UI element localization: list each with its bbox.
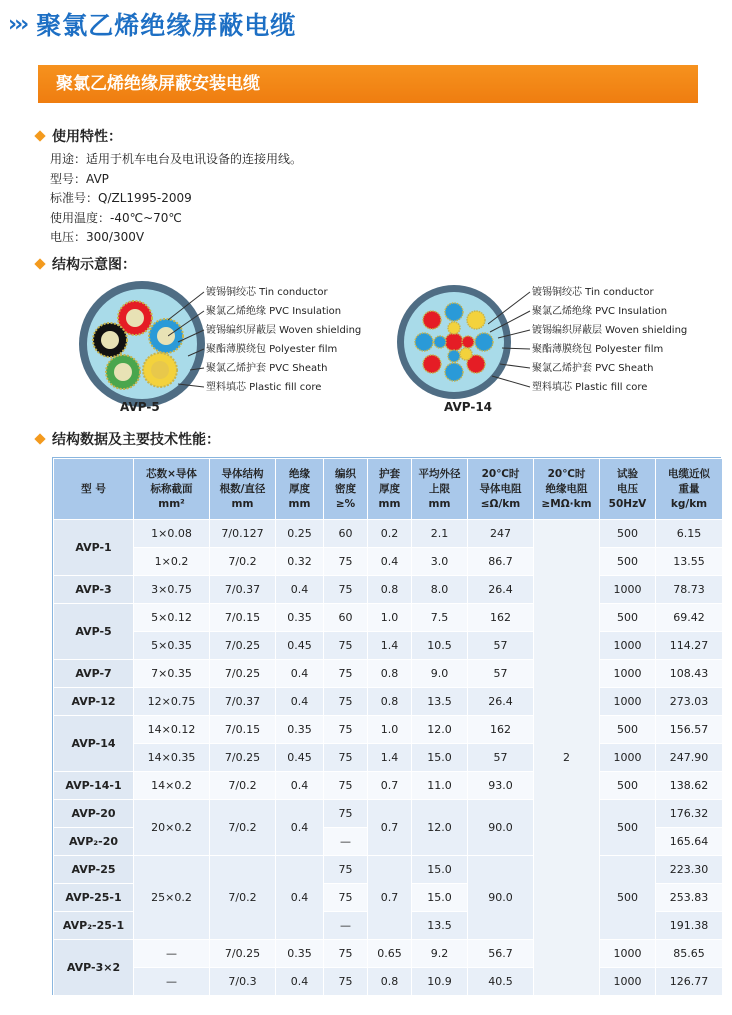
diagram-caption-avp14: AVP-14	[444, 400, 493, 414]
table-cell: 7/0.37	[210, 688, 276, 716]
label-woven-shielding: 镀锡编织屏蔽层 Woven shielding	[206, 325, 362, 336]
table-cell: 0.32	[276, 548, 324, 576]
page-title: 聚氯乙烯绝缘屏蔽电缆	[36, 11, 297, 40]
table-cell: 0.8	[368, 688, 412, 716]
section-data	[36, 429, 220, 449]
table-cell: 15.0	[412, 884, 468, 912]
chevron-arrows-icon: ›››	[8, 11, 27, 37]
column-header: 绝缘 厚度 mm	[276, 459, 324, 520]
label-plastic-fill-core: 塑料填芯 Plastic fill core	[206, 382, 322, 393]
table-cell: 75	[324, 856, 368, 884]
label-tin-conductor: 镀锡铜绞芯 Tin conductor	[206, 287, 328, 298]
table-cell: 75	[324, 884, 368, 912]
table-cell: 500	[600, 604, 656, 632]
table-cell: 10.9	[412, 968, 468, 996]
table-cell: 0.4	[276, 688, 324, 716]
table-cell: 75	[324, 548, 368, 576]
section-properties	[36, 126, 122, 146]
table-cell: 114.27	[656, 632, 723, 660]
table-cell: 0.4	[276, 968, 324, 996]
table-cell: 0.35	[276, 940, 324, 968]
model-cell: AVP-12	[54, 688, 134, 716]
table-cell: 7/0.25	[210, 660, 276, 688]
model-cell: AVP-14	[54, 716, 134, 772]
table-cell: 60	[324, 604, 368, 632]
property-temperature: 使用温度：-40℃~70℃	[50, 210, 182, 225]
label-woven-shielding: 镀锡编织屏蔽层 Woven shielding	[532, 325, 688, 336]
table-cell: 7/0.25	[210, 940, 276, 968]
table-cell: 191.38	[656, 912, 723, 940]
property-standard: 标准号：Q/ZL1995-2009	[50, 191, 192, 205]
table-cell: 12.0	[412, 800, 468, 856]
column-header: 导体结构 根数/直径 mm	[210, 459, 276, 520]
table-cell: 176.32	[656, 800, 723, 828]
model-cell: AVP-7	[54, 660, 134, 688]
table-cell: 0.45	[276, 744, 324, 772]
property-usage: 用途：适用于机车电台及电讯设备的连接用线。	[50, 152, 303, 166]
table-cell: 500	[600, 520, 656, 548]
table-cell: 14×0.35	[134, 744, 210, 772]
table-cell: 7/0.15	[210, 604, 276, 632]
table-cell: 7/0.2	[210, 800, 276, 856]
table-cell: 0.35	[276, 716, 324, 744]
table-row	[54, 716, 723, 744]
table-cell: 1000	[600, 968, 656, 996]
model-cell: AVP-5	[54, 604, 134, 660]
table-cell: 7.5	[412, 604, 468, 632]
table-cell: 500	[600, 800, 656, 856]
section-title: 使用特性：	[52, 129, 122, 145]
table-cell: 90.0	[468, 800, 534, 856]
table-cell: 7/0.37	[210, 576, 276, 604]
table-cell: 0.4	[276, 856, 324, 940]
page-header	[8, 6, 296, 42]
label-polyester-film: 聚酯薄膜绕包 Polyester film	[532, 344, 664, 355]
table-cell: 162	[468, 716, 534, 744]
table-cell: 0.8	[368, 660, 412, 688]
table-cell: —	[134, 940, 210, 968]
table-cell: 162	[468, 604, 534, 632]
table-cell: 75	[324, 800, 368, 828]
column-header: 编织 密度 ≥%	[324, 459, 368, 520]
table-cell: —	[324, 828, 368, 856]
table-cell: 500	[600, 716, 656, 744]
table-cell: 500	[600, 548, 656, 576]
table-cell: 8.0	[412, 576, 468, 604]
table-cell: 90.0	[468, 856, 534, 940]
model-cell: AVP-3×2	[54, 940, 134, 996]
table-cell: 0.45	[276, 632, 324, 660]
model-cell: AVP₂-25-1	[54, 912, 134, 940]
table-row	[54, 548, 723, 576]
table-cell: —	[134, 968, 210, 996]
model-cell: AVP₂-20	[54, 828, 134, 856]
table-cell: 223.30	[656, 856, 723, 884]
table-cell: 1.0	[368, 716, 412, 744]
table-cell: 75	[324, 744, 368, 772]
model-cell: AVP-25	[54, 856, 134, 884]
table-cell: 7/0.2	[210, 548, 276, 576]
table-cell: 7/0.25	[210, 744, 276, 772]
table-cell: 15.0	[412, 744, 468, 772]
table-cell: 13.5	[412, 688, 468, 716]
table-cell: 108.43	[656, 660, 723, 688]
property-voltage: 电压：300/300V	[50, 230, 145, 244]
column-header: 20℃时 绝缘电阻 ≥MΩ·km	[534, 459, 600, 520]
table-row	[54, 576, 723, 604]
table-cell: 6.15	[656, 520, 723, 548]
table-cell: 0.35	[276, 604, 324, 632]
table-cell: 1000	[600, 940, 656, 968]
table-cell: 86.7	[468, 548, 534, 576]
table-cell: 75	[324, 632, 368, 660]
table-cell: 12×0.75	[134, 688, 210, 716]
table-cell: 0.4	[276, 772, 324, 800]
table-cell: 26.4	[468, 576, 534, 604]
leader-lines	[168, 284, 208, 394]
table-cell: 126.77	[656, 968, 723, 996]
table-row	[54, 800, 723, 828]
leader-lines	[488, 284, 534, 394]
table-cell: 3.0	[412, 548, 468, 576]
table-cell: 0.8	[368, 576, 412, 604]
table-cell: 75	[324, 576, 368, 604]
table-cell: 5×0.12	[134, 604, 210, 632]
column-header: 护套 厚度 mm	[368, 459, 412, 520]
table-cell: 0.2	[368, 520, 412, 548]
diamond-bullet-icon	[34, 130, 45, 141]
label-pvc-insulation: 聚氯乙烯绝缘 PVC Insulation	[532, 306, 668, 317]
table-cell: 1.0	[368, 604, 412, 632]
model-cell: AVP-3	[54, 576, 134, 604]
table-row	[54, 968, 723, 996]
table-cell: 1×0.08	[134, 520, 210, 548]
section-title: 结构示意图：	[52, 257, 136, 273]
table-cell: 0.4	[368, 548, 412, 576]
table-cell: 57	[468, 632, 534, 660]
table-row	[54, 688, 723, 716]
table-cell: 7/0.2	[210, 772, 276, 800]
table-cell: 10.5	[412, 632, 468, 660]
table-cell: 25×0.2	[134, 856, 210, 940]
table-cell: 1000	[600, 688, 656, 716]
table-cell: 75	[324, 940, 368, 968]
table-cell: 0.7	[368, 856, 412, 940]
table-cell: 1000	[600, 576, 656, 604]
table-cell: 1×0.2	[134, 548, 210, 576]
table-row	[54, 772, 723, 800]
table-cell: 14×0.12	[134, 716, 210, 744]
table-cell: 78.73	[656, 576, 723, 604]
table-cell: 15.0	[412, 856, 468, 884]
table-cell: 0.8	[368, 968, 412, 996]
label-pvc-sheath: 聚氯乙烯护套 PVC Sheath	[206, 363, 328, 374]
diagram-labels-right	[532, 283, 687, 397]
table-cell: 26.4	[468, 688, 534, 716]
table-cell: 253.83	[656, 884, 723, 912]
diamond-bullet-icon	[34, 258, 45, 269]
table-row	[54, 632, 723, 660]
section-structure	[36, 254, 136, 274]
label-plastic-fill-core: 塑料填芯 Plastic fill core	[532, 382, 648, 393]
table-cell: 7/0.15	[210, 716, 276, 744]
table-cell: 60	[324, 520, 368, 548]
table-row	[54, 520, 723, 548]
column-header: 电缆近似 重量 kg/km	[656, 459, 723, 520]
table-cell: 2.1	[412, 520, 468, 548]
table-cell: 138.62	[656, 772, 723, 800]
table-cell: 1.4	[368, 744, 412, 772]
table-cell: 13.5	[412, 912, 468, 940]
table-cell: 13.55	[656, 548, 723, 576]
table-cell: 75	[324, 968, 368, 996]
table-cell: 9.2	[412, 940, 468, 968]
label-tin-conductor: 镀锡铜绞芯 Tin conductor	[532, 287, 654, 298]
spec-table-header	[54, 459, 723, 520]
table-cell: 5×0.35	[134, 632, 210, 660]
column-header: 试验 电压 50HzV	[600, 459, 656, 520]
table-cell: 0.4	[276, 576, 324, 604]
table-cell: 93.0	[468, 772, 534, 800]
table-cell: 9.0	[412, 660, 468, 688]
table-cell: 500	[600, 772, 656, 800]
table-row	[54, 604, 723, 632]
product-title-band: 聚氯乙烯绝缘屏蔽安装电缆	[38, 65, 698, 103]
table-cell: 156.57	[656, 716, 723, 744]
table-cell: 75	[324, 688, 368, 716]
section-title: 结构数据及主要技术性能：	[52, 432, 220, 448]
table-cell: 57	[468, 660, 534, 688]
table-cell: 3×0.75	[134, 576, 210, 604]
table-cell: 247	[468, 520, 534, 548]
column-header: 平均外径 上限 mm	[412, 459, 468, 520]
table-cell: 0.4	[276, 660, 324, 688]
column-header: 型 号	[54, 459, 134, 520]
label-polyester-film: 聚酯薄膜绕包 Polyester film	[206, 344, 338, 355]
spec-table	[53, 458, 723, 996]
model-cell: AVP-25-1	[54, 884, 134, 912]
table-cell: 1000	[600, 744, 656, 772]
table-cell: 85.65	[656, 940, 723, 968]
table-row	[54, 744, 723, 772]
property-model: 型号：AVP	[50, 171, 109, 186]
column-header: 芯数×导体 标称截面 mm²	[134, 459, 210, 520]
table-cell: 0.25	[276, 520, 324, 548]
diagram-caption-avp5: AVP-5	[120, 400, 160, 414]
spec-table-container	[52, 457, 721, 995]
table-cell: 0.7	[368, 772, 412, 800]
insulation-resistance-cell: 2	[534, 520, 600, 996]
table-cell: 0.4	[276, 800, 324, 856]
table-cell: 69.42	[656, 604, 723, 632]
table-cell: 1000	[600, 660, 656, 688]
label-pvc-insulation: 聚氯乙烯绝缘 PVC Insulation	[206, 306, 342, 317]
table-cell: 11.0	[412, 772, 468, 800]
table-cell: 56.7	[468, 940, 534, 968]
table-cell: 7/0.3	[210, 968, 276, 996]
label-pvc-sheath: 聚氯乙烯护套 PVC Sheath	[532, 363, 654, 374]
table-cell: 75	[324, 772, 368, 800]
table-cell: 0.7	[368, 800, 412, 856]
model-cell: AVP-14-1	[54, 772, 134, 800]
table-cell: 75	[324, 716, 368, 744]
table-cell: —	[324, 912, 368, 940]
model-cell: AVP-20	[54, 800, 134, 828]
table-cell: 57	[468, 744, 534, 772]
table-cell: 7/0.25	[210, 632, 276, 660]
table-cell: 165.64	[656, 828, 723, 856]
model-cell: AVP-1	[54, 520, 134, 576]
table-cell: 1000	[600, 632, 656, 660]
diamond-bullet-icon	[34, 433, 45, 444]
table-row	[54, 660, 723, 688]
table-cell: 14×0.2	[134, 772, 210, 800]
diagram-labels-left	[206, 283, 361, 397]
table-cell: 7×0.35	[134, 660, 210, 688]
table-cell: 1.4	[368, 632, 412, 660]
spec-table-body	[54, 520, 723, 996]
table-cell: 0.65	[368, 940, 412, 968]
properties-list	[50, 150, 302, 248]
table-cell: 12.0	[412, 716, 468, 744]
table-cell: 20×0.2	[134, 800, 210, 856]
table-row	[54, 856, 723, 884]
table-cell: 247.90	[656, 744, 723, 772]
table-cell: 500	[600, 856, 656, 940]
column-header: 20℃时 导体电阻 ≤Ω/km	[468, 459, 534, 520]
table-cell: 7/0.2	[210, 856, 276, 940]
table-cell: 40.5	[468, 968, 534, 996]
table-cell: 75	[324, 660, 368, 688]
table-cell: 273.03	[656, 688, 723, 716]
table-row	[54, 940, 723, 968]
table-cell: 7/0.127	[210, 520, 276, 548]
